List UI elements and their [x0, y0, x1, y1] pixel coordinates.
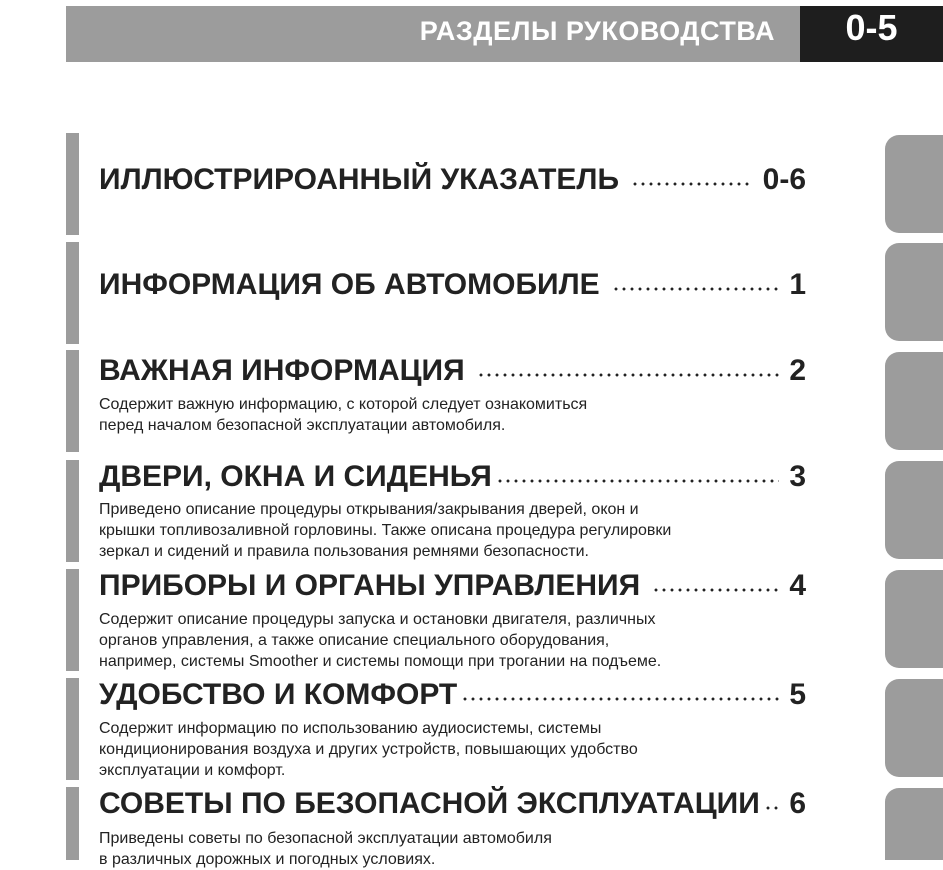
section-safe-driving-tips: [66, 787, 806, 868]
description-line: кондиционирования воздуха и других устройств, повышающих удобство: [99, 741, 638, 758]
dot-leader: [631, 181, 753, 187]
section-heading[interactable]: [99, 163, 806, 197]
dot-leader: [496, 478, 780, 484]
section-stripe: [66, 787, 79, 860]
description-line: Приведено описание процедуры открывания/закрывания дверей, окон и: [99, 501, 639, 518]
dot-leader: [764, 805, 780, 811]
section-page-number: 1: [789, 268, 806, 301]
section-stripe: [66, 569, 79, 671]
description-line: эксплуатации и комфорт.: [99, 762, 286, 779]
header-title: РАЗДЕЛЫ РУКОВОДСТВА: [419, 16, 775, 46]
section-description: [99, 718, 806, 781]
dot-leader: [612, 286, 780, 292]
description-line: Приведены советы по безопасной эксплуатации автомобиля: [99, 830, 552, 847]
section-vehicle-info: [66, 242, 806, 344]
section-stripe: [66, 133, 79, 235]
section-page-number: 2: [789, 354, 806, 387]
description-line: органов управления, а также описание специального оборудования,: [99, 632, 610, 649]
section-important-info: [66, 350, 806, 452]
section-heading[interactable]: [99, 354, 806, 388]
section-title: ПРИБОРЫ И ОРГАНЫ УПРАВЛЕНИЯ: [99, 569, 641, 602]
section-page-number: 0-6: [762, 163, 806, 196]
section-doors-windows-seats: [66, 460, 806, 562]
section-page-number: 6: [789, 787, 806, 820]
section-heading[interactable]: [99, 460, 806, 494]
thumb-tab-5[interactable]: [885, 679, 943, 777]
section-title: СОВЕТЫ ПО БЕЗОПАСНОЙ ЭКСПЛУАТАЦИИ: [99, 787, 760, 820]
description-line: Содержит важную информацию, с которой следует ознакомиться: [99, 396, 588, 413]
section-title: ДВЕРИ, ОКНА И СИДЕНЬЯ: [99, 460, 492, 493]
section-description: [99, 394, 806, 436]
section-page-number: 3: [789, 460, 806, 493]
description-line: Содержит информацию по использованию аудиосистемы, системы: [99, 720, 602, 737]
description-line: перед началом безопасной эксплуатации автомобиля.: [99, 417, 506, 434]
description-line: в различных дорожных и погодных условиях.: [99, 851, 436, 868]
section-illustrated-index: [66, 133, 806, 235]
section-stripe: [66, 350, 79, 452]
thumb-tab-4[interactable]: [885, 570, 943, 668]
section-page-number: 5: [789, 678, 806, 711]
section-page-number: 4: [789, 569, 806, 602]
dot-leader: [461, 696, 779, 702]
thumb-tab-0[interactable]: [885, 135, 943, 233]
section-heading[interactable]: [99, 268, 806, 302]
section-instruments-controls: [66, 569, 806, 671]
description-line: Содержит описание процедуры запуска и остановки двигателя, различных: [99, 611, 656, 628]
dot-leader: [652, 587, 779, 593]
thumb-tab-2[interactable]: [885, 352, 943, 450]
dot-leader: [477, 372, 780, 378]
section-title: ВАЖНАЯ ИНФОРМАЦИЯ: [99, 354, 465, 387]
header-page-number: 0-5: [800, 6, 943, 62]
section-stripe: [66, 242, 79, 344]
thumb-tab-1[interactable]: [885, 243, 943, 341]
description-line: крышки топливозаливной горловины. Также описана процедура регулировки: [99, 522, 672, 539]
thumb-tab-3[interactable]: [885, 461, 943, 559]
description-line: зеркал и сидений и правила пользования ремнями безопасности.: [99, 543, 589, 560]
section-description: [99, 828, 806, 870]
section-title: УДОБСТВО И КОМФОРТ: [99, 678, 458, 711]
section-title: ИЛЛЮСТРИРОАННЫЙ УКАЗАТЕЛЬ: [99, 163, 620, 196]
section-stripe: [66, 678, 79, 780]
thumb-tab-6[interactable]: [885, 788, 943, 860]
header-bar: [66, 6, 943, 62]
section-title: ИНФОРМАЦИЯ ОБ АВТОМОБИЛЕ: [99, 268, 600, 301]
section-heading[interactable]: [99, 678, 806, 712]
section-stripe: [66, 460, 79, 562]
section-convenience-comfort: [66, 678, 806, 780]
description-line: например, системы Smoother и системы помощи при трогании на подъеме.: [99, 653, 662, 670]
section-heading[interactable]: [99, 569, 806, 603]
section-description: [99, 609, 806, 672]
section-description: [99, 499, 806, 562]
section-heading[interactable]: [99, 787, 806, 821]
